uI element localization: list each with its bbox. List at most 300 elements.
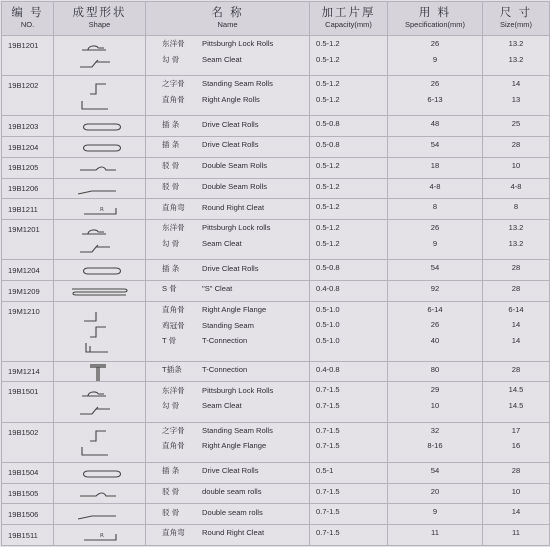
size-value: 8 (513, 202, 519, 212)
name-line (146, 116, 309, 132)
name-zh: 东洋骨 (162, 385, 185, 395)
size-cell (483, 137, 550, 158)
capacity-value: 0.5-1.2 (316, 223, 340, 233)
size-value: 28 (511, 465, 521, 475)
name-en: Seam Cleat (202, 54, 242, 64)
right-angle-icon (76, 443, 124, 457)
capacity-cell (310, 525, 388, 546)
capacity-value: 0.4-0.8 (316, 364, 340, 374)
capacity-value: 0.5-1.2 (316, 79, 340, 89)
table-row (2, 137, 550, 158)
capacity-cell (310, 382, 388, 422)
model-number: 19B1204 (2, 137, 54, 158)
size-value: 14.5 (508, 400, 524, 410)
header-size: 尺 寸 Size(mm) (483, 2, 550, 36)
table-row (2, 220, 550, 260)
table-row (2, 361, 550, 382)
specification-value: 26 (430, 79, 440, 89)
name-zh: 直角弯 (162, 528, 185, 538)
name-zh: 直角骨 (162, 305, 185, 315)
size-cell (483, 178, 550, 199)
capacity-cell (310, 199, 388, 220)
shape-cell (54, 382, 146, 422)
svg-text:R: R (99, 533, 104, 540)
size-cell (483, 36, 550, 76)
capacity-value: 0.5-0.8 (316, 119, 340, 129)
model-number: 19B1506 (2, 504, 54, 525)
name-zh: 插 条 (162, 140, 180, 150)
name-line (146, 362, 309, 378)
capacity-cell (310, 178, 388, 199)
seam-cleat-icon (76, 56, 124, 70)
table-row (2, 462, 550, 483)
right-angle-flange-icon (76, 309, 124, 323)
double-seam-small-icon (76, 182, 124, 196)
table-body (2, 36, 550, 546)
t-connection-icon (76, 340, 124, 354)
name-line (146, 463, 309, 479)
specification-value: 48 (430, 119, 440, 129)
size-value: 17 (511, 425, 521, 435)
capacity-value: 0.7-1.5 (316, 528, 340, 538)
specification-cell (388, 116, 483, 137)
table-row (2, 382, 550, 422)
size-cell (483, 76, 550, 116)
name-en: "S" Cleat (202, 284, 233, 294)
shape-cell (54, 76, 146, 116)
capacity-cell (310, 36, 388, 76)
specification-cell (388, 462, 483, 483)
capacity-cell (310, 116, 388, 137)
name-line (146, 438, 309, 454)
name-zh: T插条 (162, 364, 182, 374)
drive-cleat-icon (76, 119, 124, 133)
name-line (146, 317, 309, 333)
header-name: 名 称 Name (146, 2, 310, 36)
size-value: 13.2 (508, 39, 524, 48)
size-cell (483, 281, 550, 302)
name-line (146, 281, 309, 297)
size-cell (483, 525, 550, 546)
capacity-cell (310, 483, 388, 504)
table-row (2, 76, 550, 116)
name-line (146, 398, 309, 414)
name-en: Right Angle Rolls (202, 94, 260, 104)
specification-value: 10 (430, 400, 440, 410)
name-line (146, 236, 309, 252)
name-line (146, 179, 309, 195)
shape-cell (54, 422, 146, 462)
specification-cell (388, 301, 483, 361)
double-seam-small-icon (76, 507, 124, 521)
drive-cleat-icon (76, 263, 124, 277)
size-cell (483, 422, 550, 462)
table-row (2, 178, 550, 199)
shape-cell (54, 525, 146, 546)
name-en: Drive Cleat Rolls (202, 466, 259, 476)
capacity-value: 0.5-1.2 (316, 39, 340, 48)
name-cell (146, 504, 310, 525)
size-cell (483, 462, 550, 483)
shape-cell (54, 260, 146, 281)
shape-cell (54, 281, 146, 302)
name-zh: 直角骨 (162, 94, 185, 104)
size-value: 14 (511, 320, 521, 330)
name-en: Pittsburgh Lock Rolls (202, 39, 274, 49)
name-line (146, 382, 309, 398)
name-zh: 驳 骨 (162, 507, 180, 517)
specification-cell (388, 260, 483, 281)
specification-value: 8-16 (427, 441, 443, 451)
name-line (146, 423, 309, 439)
name-line (146, 158, 309, 174)
name-zh: S 骨 (162, 284, 177, 294)
name-cell (146, 382, 310, 422)
specification-cell (388, 361, 483, 382)
size-cell (483, 116, 550, 137)
spec-table (1, 1, 550, 546)
name-zh: 直角弯 (162, 202, 185, 212)
name-en: Seam Cleat (202, 238, 242, 248)
model-number: 19B1501 (2, 382, 54, 422)
standing-seam-icon (76, 428, 124, 442)
name-line (146, 302, 309, 318)
name-en: Standing Seam (202, 320, 254, 330)
name-line (146, 220, 309, 236)
capacity-value: 0.5-0.8 (316, 140, 340, 150)
specification-value: 26 (430, 39, 440, 48)
size-value: 14.5 (508, 385, 524, 395)
drive-cleat-icon (76, 140, 124, 154)
name-cell (146, 157, 310, 178)
name-line (146, 260, 309, 276)
size-value: 25 (511, 119, 521, 129)
table-row (2, 36, 550, 76)
table-row (2, 483, 550, 504)
name-en: Seam Cleat (202, 401, 242, 411)
specification-value: 54 (430, 263, 440, 273)
specification-cell (388, 157, 483, 178)
capacity-cell (310, 137, 388, 158)
specification-value: 9 (432, 238, 438, 248)
specification-value: 6-14 (427, 304, 443, 314)
s-cleat-icon (70, 284, 130, 298)
name-zh: 勾 骨 (162, 401, 180, 411)
table-row (2, 199, 550, 220)
capacity-value: 0.7-1.5 (316, 507, 340, 517)
name-line (146, 504, 309, 520)
name-en: Double Seam Rolls (202, 181, 267, 191)
capacity-cell (310, 281, 388, 302)
shape-cell (54, 462, 146, 483)
pittsburgh-icon (76, 41, 124, 55)
size-value: 16 (511, 441, 521, 451)
specification-value: 20 (430, 486, 440, 496)
specification-value: 11 (431, 528, 439, 538)
table-row (2, 525, 550, 546)
name-line (146, 525, 309, 541)
shape-cell (54, 220, 146, 260)
specification-value: 6-13 (427, 94, 443, 104)
name-zh: 之字骨 (162, 425, 185, 435)
specification-value: 8 (432, 202, 438, 212)
size-value: 10 (511, 160, 521, 170)
drive-cleat-icon (76, 466, 124, 480)
table-header (2, 2, 550, 36)
name-cell (146, 281, 310, 302)
capacity-value: 0.7-1.5 (316, 385, 340, 395)
name-en: Right Angle Flange (202, 441, 267, 451)
name-line (146, 52, 309, 68)
specification-value: 9 (432, 54, 438, 64)
capacity-value: 0.5-1 (316, 465, 334, 475)
name-zh: 驳 骨 (162, 181, 180, 191)
name-en: Drive Cleat Rolls (202, 119, 259, 129)
capacity-cell (310, 301, 388, 361)
specification-cell (388, 281, 483, 302)
name-en: T-Connection (202, 336, 248, 346)
specification-value: 54 (430, 465, 440, 475)
capacity-value: 0.5-1.0 (316, 304, 340, 314)
shape-cell (54, 137, 146, 158)
shape-cell (54, 36, 146, 76)
capacity-value: 0.5-1.0 (316, 335, 340, 345)
name-zh: T 骨 (162, 336, 177, 346)
capacity-value: 0.7-1.5 (316, 400, 340, 410)
specification-cell (388, 178, 483, 199)
name-cell (146, 525, 310, 546)
table-row (2, 301, 550, 361)
capacity-value: 0.7-1.5 (316, 441, 340, 451)
svg-text:R: R (99, 207, 104, 214)
name-zh: 东洋骨 (162, 39, 185, 49)
name-cell (146, 220, 310, 260)
size-value: 14 (511, 507, 521, 517)
specification-value: 26 (430, 320, 440, 330)
model-number: 19B1502 (2, 422, 54, 462)
model-number: 19B1206 (2, 178, 54, 199)
model-number: 19M1210 (2, 301, 54, 361)
capacity-value: 0.5-1.2 (316, 238, 340, 248)
shape-cell (54, 483, 146, 504)
name-zh: 之字骨 (162, 79, 185, 89)
name-zh: 鸡冠骨 (162, 320, 185, 330)
name-line (146, 92, 309, 108)
pittsburgh-icon (76, 225, 124, 239)
name-line (146, 199, 309, 215)
specification-cell (388, 525, 483, 546)
name-zh: 插 条 (162, 119, 180, 129)
shape-cell (54, 116, 146, 137)
capacity-value: 0.5-1.2 (316, 160, 340, 170)
specification-value: 54 (430, 140, 440, 150)
name-zh: 东洋骨 (162, 223, 185, 233)
name-en: Drive Cleat Rolls (202, 263, 259, 273)
name-cell (146, 260, 310, 281)
name-en: Pittsburgh Lock rolls (202, 223, 271, 233)
name-cell (146, 361, 310, 382)
name-en: Round Right Cleat (202, 202, 265, 212)
model-number: 19B1205 (2, 157, 54, 178)
name-cell (146, 483, 310, 504)
header-specification: 用 料 Specification(mm) (388, 2, 483, 36)
size-value: 13.2 (508, 223, 524, 233)
capacity-value: 0.5-1.2 (316, 202, 340, 212)
table-row (2, 260, 550, 281)
size-cell (483, 483, 550, 504)
capacity-cell (310, 361, 388, 382)
model-number: 19B1504 (2, 462, 54, 483)
name-cell (146, 178, 310, 199)
t-insert-icon (76, 361, 124, 382)
name-en: Drive Cleat Rolls (202, 140, 259, 150)
pittsburgh-icon (76, 387, 124, 401)
name-zh: 勾 骨 (162, 238, 180, 248)
capacity-value: 0.7-1.5 (316, 486, 340, 496)
size-cell (483, 157, 550, 178)
name-cell (146, 36, 310, 76)
size-cell (483, 260, 550, 281)
name-zh: 勾 骨 (162, 54, 180, 64)
size-value: 13.2 (508, 238, 524, 248)
name-cell (146, 301, 310, 361)
name-zh: 插 条 (162, 263, 180, 273)
specification-cell (388, 483, 483, 504)
specification-value: 18 (430, 160, 440, 170)
name-en: Double Seam Rolls (202, 161, 267, 171)
double-seam-icon (76, 487, 124, 501)
capacity-value: 0.5-1.2 (316, 54, 340, 64)
size-value: 14 (511, 335, 521, 345)
capacity-value: 0.5-1.2 (316, 181, 340, 191)
model-number: 19B1505 (2, 483, 54, 504)
double-seam-icon (76, 161, 124, 175)
capacity-value: 0.5-1.2 (316, 94, 340, 104)
capacity-value: 0.5-1.0 (316, 320, 340, 330)
name-en: Standing Seam Rolls (202, 79, 273, 89)
model-number: 19B1201 (2, 36, 54, 76)
specification-value: 80 (430, 364, 440, 374)
header-capacity: 加工片厚 Capacity(mm) (310, 2, 388, 36)
capacity-value: 0.7-1.5 (316, 425, 340, 435)
shape-cell (54, 301, 146, 361)
capacity-cell (310, 422, 388, 462)
specification-value: 4-8 (429, 181, 441, 191)
table-row (2, 116, 550, 137)
size-cell (483, 504, 550, 525)
model-number: 19M1214 (2, 361, 54, 382)
model-number: 19M1209 (2, 281, 54, 302)
specification-cell (388, 504, 483, 525)
size-cell (483, 382, 550, 422)
header-number: 编 号 NO. (2, 2, 54, 36)
specification-cell (388, 137, 483, 158)
size-value: 11 (512, 528, 520, 538)
capacity-cell (310, 462, 388, 483)
name-en: Double seam rolls (202, 507, 263, 517)
specification-value: 40 (430, 335, 440, 345)
shape-cell (54, 157, 146, 178)
size-value: 28 (511, 263, 521, 273)
specification-value: 29 (430, 385, 440, 395)
size-value: 10 (511, 486, 521, 496)
specification-value: 32 (430, 425, 440, 435)
size-value: 13.2 (508, 54, 524, 64)
capacity-value: 0.4-0.8 (316, 284, 340, 294)
specification-value: 26 (430, 223, 440, 233)
name-cell (146, 137, 310, 158)
name-line (146, 36, 309, 52)
name-line (146, 484, 309, 500)
specification-cell (388, 220, 483, 260)
size-cell (483, 361, 550, 382)
capacity-value: 0.5-0.8 (316, 263, 340, 273)
table-row (2, 281, 550, 302)
size-value: 14 (511, 79, 521, 89)
specification-cell (388, 36, 483, 76)
model-number: 19B1203 (2, 116, 54, 137)
name-zh: 驳 骨 (162, 161, 180, 171)
specification-value: 92 (430, 284, 440, 294)
model-number: 19B1202 (2, 76, 54, 116)
model-number: 19B1511 (2, 525, 54, 546)
name-cell (146, 199, 310, 220)
size-value: 28 (511, 364, 521, 374)
specification-cell (388, 199, 483, 220)
size-cell (483, 199, 550, 220)
capacity-cell (310, 76, 388, 116)
specification-value: 9 (432, 507, 438, 517)
size-value: 28 (511, 284, 521, 294)
size-value: 13 (511, 94, 521, 104)
shape-cell (54, 199, 146, 220)
seam-cleat-icon (76, 241, 124, 255)
round-right-cleat-icon (76, 202, 124, 216)
seam-cleat-icon (76, 403, 124, 417)
name-en: Round Right Cleat (202, 528, 265, 538)
round-right-cleat-icon (76, 528, 124, 542)
name-line (146, 76, 309, 92)
capacity-cell (310, 260, 388, 281)
name-en: double seam rolls (202, 486, 262, 496)
name-line (146, 137, 309, 153)
name-en: Standing Seam Rolls (202, 425, 273, 435)
size-cell (483, 220, 550, 260)
name-zh: 直角骨 (162, 441, 185, 451)
specification-cell (388, 382, 483, 422)
name-zh: 驳 骨 (162, 486, 180, 496)
name-en: Right Angle Flange (202, 305, 267, 315)
name-cell (146, 462, 310, 483)
capacity-cell (310, 157, 388, 178)
shape-cell (54, 361, 146, 382)
name-cell (146, 422, 310, 462)
name-en: Pittsburgh Lock Rolls (202, 385, 274, 395)
size-value: 28 (511, 140, 521, 150)
header-shape: 成型形状 Shape (54, 2, 146, 36)
name-cell (146, 116, 310, 137)
table-row (2, 504, 550, 525)
size-value: 6-14 (508, 304, 524, 314)
size-value: 4-8 (510, 181, 522, 191)
shape-cell (54, 178, 146, 199)
specification-cell (388, 76, 483, 116)
capacity-cell (310, 504, 388, 525)
table-row (2, 422, 550, 462)
model-number: 19M1204 (2, 260, 54, 281)
model-number: 19B1211 (2, 199, 54, 220)
specification-cell (388, 422, 483, 462)
